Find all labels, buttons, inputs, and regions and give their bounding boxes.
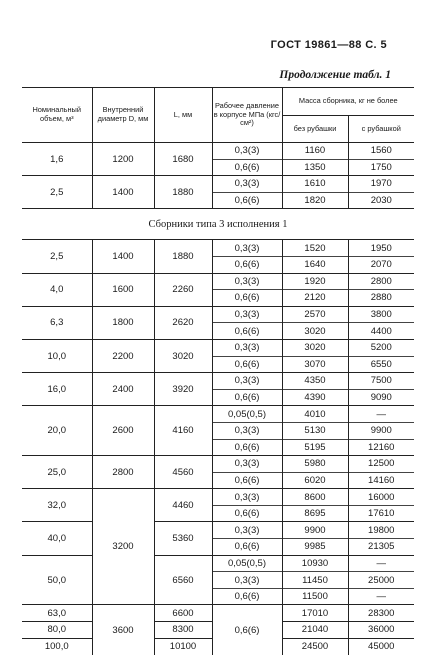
header-mass: Масса сборника, кг не более bbox=[282, 88, 414, 116]
cell-volume: 4,0 bbox=[22, 273, 92, 306]
cell-pressure: 0,3(3) bbox=[212, 176, 282, 193]
table-row bbox=[22, 176, 414, 193]
table-continuation-label: Продолжение табл. 1 bbox=[279, 69, 391, 81]
cell-mass-with-jacket: 17610 bbox=[348, 505, 414, 522]
header-length: L, мм bbox=[154, 88, 212, 143]
cell-mass-with-jacket: 5200 bbox=[348, 339, 414, 356]
cell-pressure: 0,3(3) bbox=[212, 456, 282, 473]
cell-mass-with-jacket: 1560 bbox=[348, 143, 414, 160]
table-row bbox=[22, 373, 414, 390]
cell-length: 4560 bbox=[154, 456, 212, 489]
header-mass-with-jacket: с рубашкой bbox=[348, 116, 414, 143]
cell-mass-without-jacket: 17010 bbox=[282, 605, 348, 622]
cell-length: 4460 bbox=[154, 489, 212, 522]
cell-mass-with-jacket: 28300 bbox=[348, 605, 414, 622]
table-row bbox=[22, 306, 414, 323]
cell-pressure: 0,6(6) bbox=[212, 323, 282, 340]
cell-length: 6600 bbox=[154, 605, 212, 622]
cell-length: 6560 bbox=[154, 555, 212, 605]
cell-mass-without-jacket: 1350 bbox=[282, 159, 348, 176]
cell-pressure: 0,6(6) bbox=[212, 192, 282, 209]
table-row bbox=[22, 456, 414, 473]
cell-pressure: 0,05(0,5) bbox=[212, 555, 282, 572]
cell-mass-without-jacket: 5130 bbox=[282, 422, 348, 439]
cell-mass-without-jacket: 5980 bbox=[282, 456, 348, 473]
cell-pressure: 0,3(3) bbox=[212, 143, 282, 160]
cell-mass-without-jacket: 4390 bbox=[282, 389, 348, 406]
cell-length: 1880 bbox=[154, 176, 212, 209]
cell-pressure: 0,3(3) bbox=[212, 489, 282, 506]
cell-volume: 6,3 bbox=[22, 306, 92, 339]
cell-volume: 2,5 bbox=[22, 176, 92, 209]
cell-diameter: 3200 bbox=[92, 489, 154, 605]
cell-diameter: 1400 bbox=[92, 240, 154, 273]
cell-mass-with-jacket: 2030 bbox=[348, 192, 414, 209]
cell-mass-with-jacket: 14160 bbox=[348, 472, 414, 489]
cell-mass-with-jacket: 36000 bbox=[348, 622, 414, 639]
cell-mass-with-jacket: 1950 bbox=[348, 240, 414, 257]
cell-mass-without-jacket: 4350 bbox=[282, 373, 348, 390]
cell-length: 4160 bbox=[154, 406, 212, 456]
table-row bbox=[22, 339, 414, 356]
cell-mass-with-jacket: 3800 bbox=[348, 306, 414, 323]
cell-mass-without-jacket: 1610 bbox=[282, 176, 348, 193]
table-row bbox=[22, 240, 414, 257]
cell-pressure: 0,05(0,5) bbox=[212, 406, 282, 423]
cell-diameter: 1400 bbox=[92, 176, 154, 209]
cell-length: 3020 bbox=[154, 339, 212, 372]
cell-pressure: 0,6(6) bbox=[212, 389, 282, 406]
cell-mass-without-jacket: 3020 bbox=[282, 323, 348, 340]
cell-pressure: 0,6(6) bbox=[212, 290, 282, 307]
cell-diameter: 1800 bbox=[92, 306, 154, 339]
cell-volume: 32,0 bbox=[22, 489, 92, 522]
cell-mass-with-jacket: — bbox=[348, 555, 414, 572]
cell-volume: 25,0 bbox=[22, 456, 92, 489]
cell-mass-without-jacket: 6020 bbox=[282, 472, 348, 489]
cell-volume: 16,0 bbox=[22, 373, 92, 406]
cell-mass-with-jacket: 19800 bbox=[348, 522, 414, 539]
table-row bbox=[22, 522, 414, 539]
cell-mass-without-jacket: 1520 bbox=[282, 240, 348, 257]
cell-volume: 10,0 bbox=[22, 339, 92, 372]
cell-diameter: 2200 bbox=[92, 339, 154, 372]
cell-mass-without-jacket: 2570 bbox=[282, 306, 348, 323]
cell-length: 2620 bbox=[154, 306, 212, 339]
cell-mass-with-jacket: 16000 bbox=[348, 489, 414, 506]
cell-pressure: 0,3(3) bbox=[212, 306, 282, 323]
table-row bbox=[22, 406, 414, 423]
cell-mass-without-jacket: 3070 bbox=[282, 356, 348, 373]
cell-mass-with-jacket: 9900 bbox=[348, 422, 414, 439]
section-title: Сборники типа 3 исполнения 1 bbox=[22, 209, 414, 240]
cell-mass-with-jacket: 6550 bbox=[348, 356, 414, 373]
table-row bbox=[22, 489, 414, 506]
cell-mass-without-jacket: 1820 bbox=[282, 192, 348, 209]
cell-pressure: 0,6(6) bbox=[212, 505, 282, 522]
cell-length: 1880 bbox=[154, 240, 212, 273]
header-mass-without-jacket: без рубашки bbox=[282, 116, 348, 143]
cell-length: 2260 bbox=[154, 273, 212, 306]
cell-mass-with-jacket: 4400 bbox=[348, 323, 414, 340]
cell-mass-with-jacket: 2800 bbox=[348, 273, 414, 290]
cell-pressure: 0,3(3) bbox=[212, 522, 282, 539]
cell-diameter: 2600 bbox=[92, 406, 154, 456]
cell-pressure: 0,6(6) bbox=[212, 356, 282, 373]
cell-volume: 80,0 bbox=[22, 622, 92, 639]
cell-volume: 2,5 bbox=[50, 250, 64, 262]
table-row bbox=[22, 143, 414, 160]
cell-length: 10100 bbox=[154, 638, 212, 655]
cell-volume: 1,6 bbox=[50, 153, 64, 165]
cell-mass-without-jacket: 9985 bbox=[282, 539, 348, 556]
cell-mass-without-jacket: 5195 bbox=[282, 439, 348, 456]
cell-pressure: 0,6(6) bbox=[212, 605, 282, 655]
table-row bbox=[22, 273, 414, 290]
cell-pressure: 0,3(3) bbox=[212, 373, 282, 390]
cell-mass-with-jacket: 1970 bbox=[348, 176, 414, 193]
cell-length: 8300 bbox=[154, 622, 212, 639]
cell-volume: 100,0 bbox=[22, 638, 92, 655]
header-volume: Номинальный объем, м³ bbox=[22, 88, 92, 143]
cell-mass-with-jacket: 9090 bbox=[348, 389, 414, 406]
cell-pressure: 0,3(3) bbox=[212, 339, 282, 356]
cell-pressure: 0,3(3) bbox=[212, 422, 282, 439]
cell-mass-without-jacket: 9900 bbox=[282, 522, 348, 539]
cell-mass-without-jacket: 11450 bbox=[282, 572, 348, 589]
cell-mass-without-jacket: 10930 bbox=[282, 555, 348, 572]
cell-mass-without-jacket: 8600 bbox=[282, 489, 348, 506]
cell-mass-with-jacket: — bbox=[348, 406, 414, 423]
cell-pressure: 0,6(6) bbox=[212, 439, 282, 456]
cell-mass-with-jacket: 12160 bbox=[348, 439, 414, 456]
cell-pressure: 0,6(6) bbox=[212, 539, 282, 556]
cell-mass-with-jacket: 45000 bbox=[348, 638, 414, 655]
cell-pressure: 0,3(3) bbox=[212, 572, 282, 589]
cell-diameter: 1600 bbox=[92, 273, 154, 306]
section-title-row bbox=[22, 209, 414, 240]
cell-mass-without-jacket: 1160 bbox=[282, 143, 348, 160]
cell-mass-without-jacket: 8695 bbox=[282, 505, 348, 522]
table-row bbox=[22, 605, 414, 622]
cell-volume: 50,0 bbox=[22, 555, 92, 605]
cell-volume: 63,0 bbox=[22, 605, 92, 622]
cell-mass-with-jacket: 1750 bbox=[348, 159, 414, 176]
cell-mass-without-jacket: 11500 bbox=[282, 588, 348, 605]
cell-diameter: 2400 bbox=[92, 373, 154, 406]
cell-pressure: 0,3(3) bbox=[212, 240, 282, 257]
cell-pressure: 0,3(3) bbox=[212, 273, 282, 290]
cell-volume: 40,0 bbox=[22, 522, 92, 555]
cell-mass-without-jacket: 21040 bbox=[282, 622, 348, 639]
header-diameter: Внутренний диаметр D, мм bbox=[92, 88, 154, 143]
cell-pressure: 0,6(6) bbox=[212, 256, 282, 273]
cell-diameter: 2800 bbox=[92, 456, 154, 489]
cell-length: 5360 bbox=[154, 522, 212, 555]
page-header: ГОСТ 19861—88 С. 5 bbox=[270, 39, 387, 51]
cell-mass-with-jacket: 7500 bbox=[348, 373, 414, 390]
cell-pressure: 0,6(6) bbox=[212, 588, 282, 605]
cell-length: 3920 bbox=[154, 373, 212, 406]
cell-mass-with-jacket: 25000 bbox=[348, 572, 414, 589]
cell-length: 1680 bbox=[154, 143, 212, 176]
cell-mass-without-jacket: 2120 bbox=[282, 290, 348, 307]
cell-pressure: 0,6(6) bbox=[212, 159, 282, 176]
specification-table bbox=[22, 87, 414, 655]
cell-mass-without-jacket: 1640 bbox=[282, 256, 348, 273]
cell-mass-with-jacket: 21305 bbox=[348, 539, 414, 556]
cell-mass-with-jacket: 12500 bbox=[348, 456, 414, 473]
cell-mass-without-jacket: 24500 bbox=[282, 638, 348, 655]
cell-mass-without-jacket: 1920 bbox=[282, 273, 348, 290]
cell-pressure: 0,6(6) bbox=[212, 472, 282, 489]
cell-diameter: 1200 bbox=[92, 143, 154, 176]
cell-mass-with-jacket: — bbox=[348, 588, 414, 605]
cell-mass-with-jacket: 2070 bbox=[348, 256, 414, 273]
cell-volume: 20,0 bbox=[22, 406, 92, 456]
cell-mass-with-jacket: 2880 bbox=[348, 290, 414, 307]
header-pressure: Рабочее давление в корпусе МПа (кгс/см²) bbox=[212, 88, 282, 143]
cell-mass-without-jacket: 4010 bbox=[282, 406, 348, 423]
table-row bbox=[22, 555, 414, 572]
cell-diameter: 3600 bbox=[92, 605, 154, 655]
cell-mass-without-jacket: 3020 bbox=[282, 339, 348, 356]
